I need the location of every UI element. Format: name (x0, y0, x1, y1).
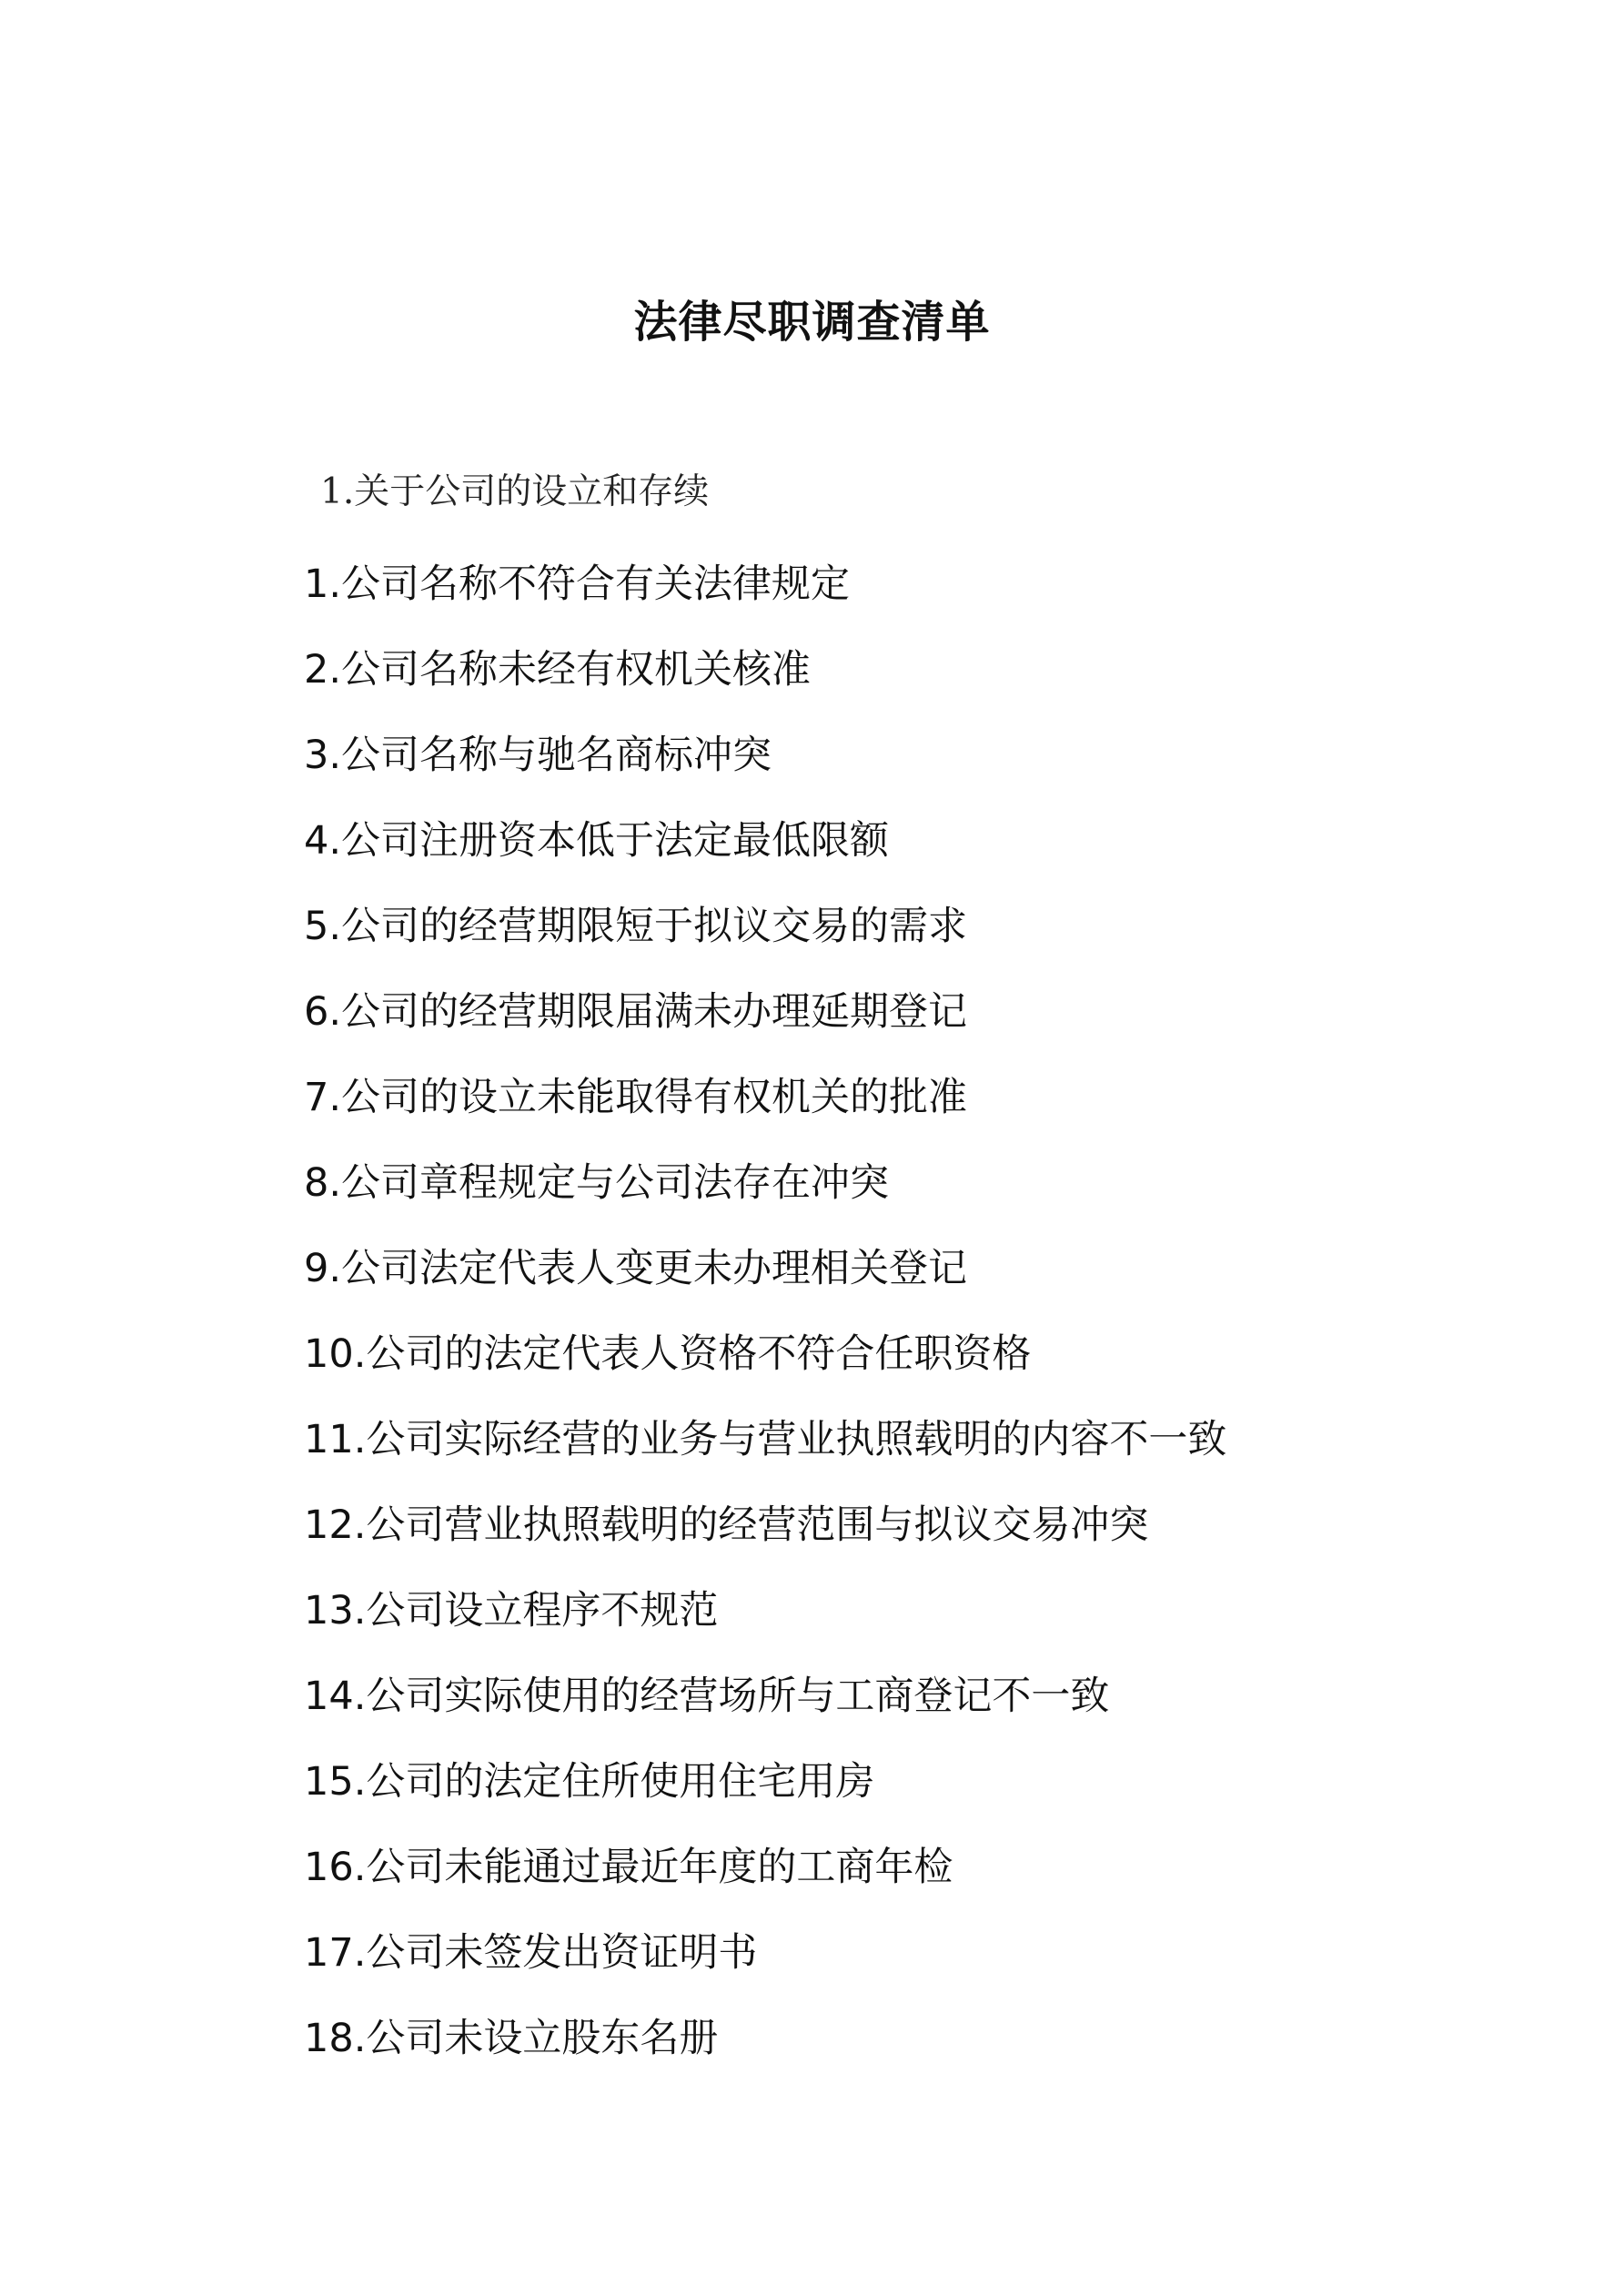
checklist-item: 18.公司未设立股东名册 (304, 2016, 719, 2061)
checklist-item: 11.公司实际经营的业务与营业执照载明的内容不一致 (304, 1417, 1227, 1462)
checklist-item: 15.公司的法定住所使用住宅用房 (304, 1759, 875, 1805)
checklist-item: 17.公司未签发出资证明书 (304, 1930, 758, 1976)
checklist-item: 2.公司名称未经有权机关核准 (304, 647, 812, 693)
checklist-item: 4.公司注册资本低于法定最低限额 (304, 818, 890, 864)
checklist (304, 555, 1226, 2095)
checklist-item: 16.公司未能通过最近年度的工商年检 (304, 1845, 953, 1890)
checklist-item: 10.公司的法定代表人资格不符合任职资格 (304, 1331, 1032, 1377)
checklist-item: 1.公司名称不符合有关法律规定 (304, 561, 851, 607)
checklist-item: 6.公司的经营期限届满未办理延期登记 (304, 989, 968, 1035)
checklist-item: 12.公司营业执照载明的经营范围与拟议交易冲突 (304, 1502, 1149, 1548)
checklist-item: 9.公司法定代表人变更未办理相关登记 (304, 1246, 968, 1291)
checklist-item: 13.公司设立程序不规范 (304, 1588, 719, 1633)
section-heading: 1.关于公司的设立和存续 (320, 471, 710, 512)
checklist-item: 14.公司实际使用的经营场所与工商登记不一致 (304, 1674, 1110, 1719)
checklist-item: 5.公司的经营期限短于拟议交易的需求 (304, 904, 968, 949)
checklist-item: 3.公司名称与驰名商标冲突 (304, 733, 772, 778)
document-title: 法律尽职调查清单 (633, 297, 991, 348)
checklist-item: 8.公司章程规定与公司法存在冲突 (304, 1160, 890, 1206)
checklist-item: 7.公司的设立未能取得有权机关的批准 (304, 1075, 968, 1120)
